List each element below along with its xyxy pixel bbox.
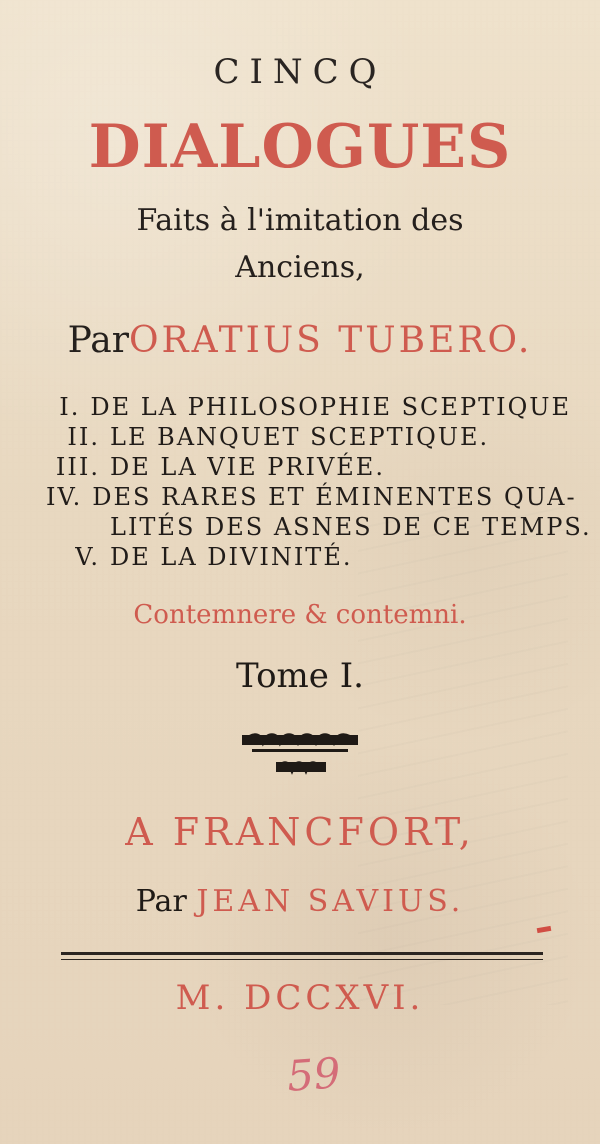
contents-text: LITÉS DES ASNES DE CE TEMPS.: [110, 513, 592, 541]
double-rule: [61, 952, 543, 970]
printer-prefix: Par: [135, 884, 187, 919]
ornament-line: [252, 749, 348, 752]
publication-year: M. DCCXVI.: [175, 978, 425, 1018]
contents-number: IV.: [46, 483, 83, 511]
contents-number: II.: [67, 423, 100, 451]
author-prefix: Par: [67, 320, 129, 361]
contents-number: I.: [59, 393, 81, 421]
printer-ornament: [232, 726, 372, 788]
imprint-place: A FRANCFORT,: [125, 810, 475, 854]
motto: Contemnere & contemni.: [133, 600, 467, 630]
rule-thick: [61, 952, 543, 955]
contents-item: [46, 452, 571, 482]
printer-name: JEAN SAVIUS.: [196, 884, 465, 919]
subtitle-line-1: Faits à l'imitation des: [136, 203, 464, 238]
author-line: [0, 320, 600, 361]
handwritten-number: 59: [285, 1048, 343, 1101]
contents-list: [46, 392, 592, 572]
rule-thin: [61, 959, 543, 960]
book-title: DIALOGUES: [88, 112, 512, 182]
contents-text: LE BANQUET SCEPTIQUE.: [110, 423, 490, 451]
contents-item: [46, 392, 571, 422]
tome-label: Tome I.: [236, 656, 364, 696]
contents-item: [46, 512, 592, 542]
contents-text: DE LA DIVINITÉ.: [110, 543, 353, 571]
top-word: CINCQ: [213, 52, 387, 92]
contents-item: [46, 542, 571, 572]
contents-number: III.: [55, 453, 100, 481]
printer-line: [0, 884, 600, 919]
author-name: ORATIUS TUBERO.: [128, 320, 533, 361]
contents-text: DES RARES ET ÉMINENTES QUA-: [92, 483, 577, 511]
contents-item: [46, 482, 577, 512]
contents-text: DE LA PHILOSOPHIE SCEPTIQUE: [90, 393, 571, 421]
contents-text: DE LA VIE PRIVÉE.: [110, 453, 385, 481]
contents-number: V.: [75, 543, 100, 571]
subtitle-line-2: Anciens,: [235, 250, 365, 285]
contents-item: [46, 422, 571, 452]
